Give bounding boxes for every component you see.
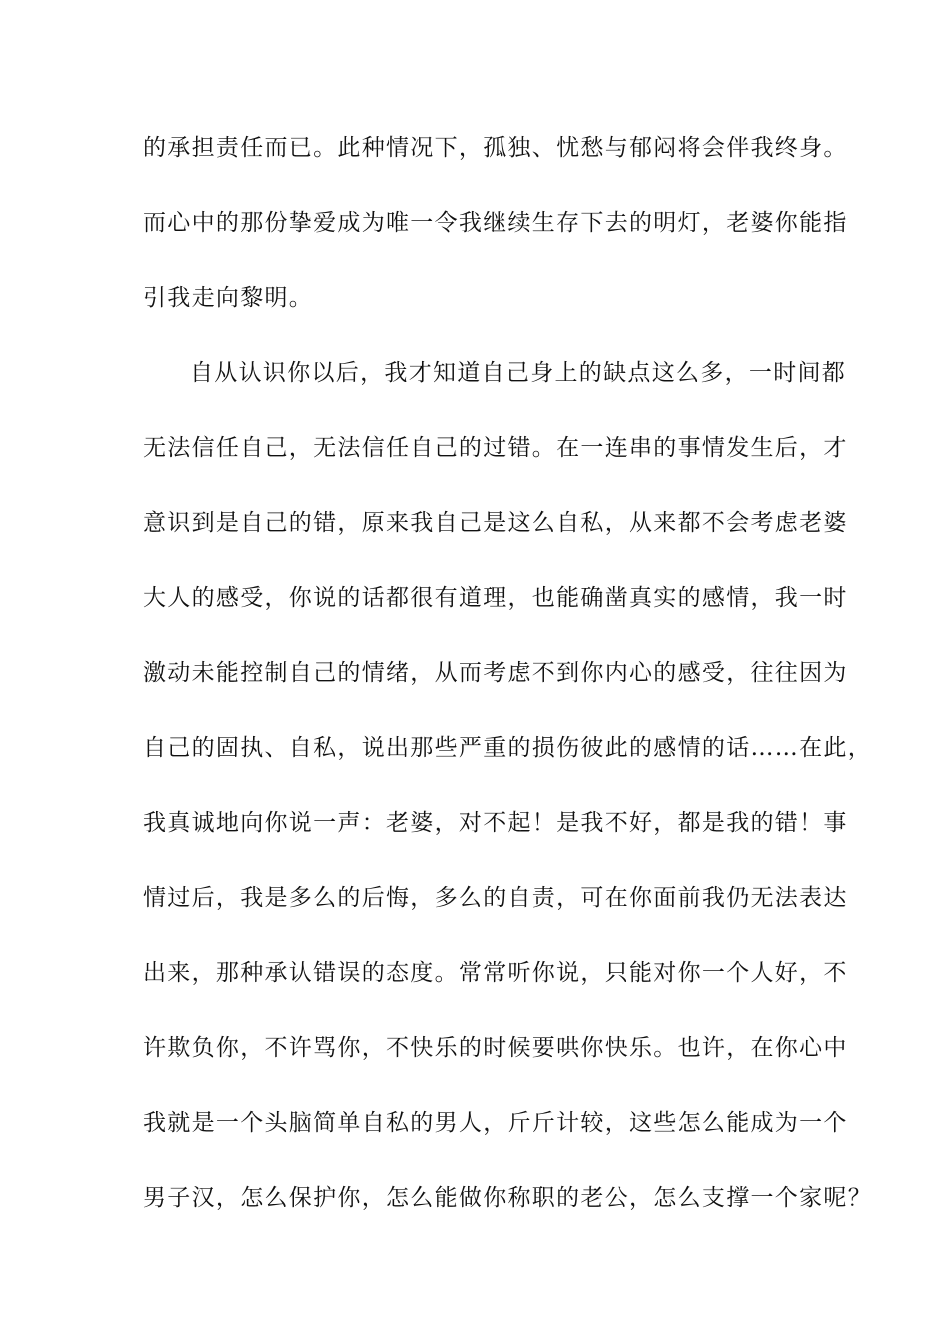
text-line: 我真诚地向你说一声：老婆，对不起！是我不好，都是我的错！事 [143, 810, 848, 836]
text-line: 男子汉，怎么保护你，怎么能做你称职的老公，怎么支撑一个家呢？ [143, 1185, 872, 1211]
text-line: 我就是一个头脑简单自私的男人，斤斤计较，这些怎么能成为一个 [143, 1110, 848, 1136]
text-line: 而心中的那份挚爱成为唯一令我继续生存下去的明灯，老婆你能指 [143, 210, 848, 236]
text-line: 意识到是自己的错，原来我自己是这么自私，从来都不会考虑老婆 [143, 510, 848, 536]
text-line: 无法信任自己，无法信任自己的过错。在一连串的事情发生后，才 [143, 435, 848, 461]
text-line: 许欺负你，不许骂你，不快乐的时候要哄你快乐。也许，在你心中 [143, 1035, 848, 1061]
text-line: 自己的固执、自私，说出那些严重的损伤彼此的感情的话……在此， [143, 735, 872, 761]
text-line: 大人的感受，你说的话都很有道理，也能确凿真实的感情，我一时 [143, 585, 848, 611]
text-line: 激动未能控制自己的情绪，从而考虑不到你内心的感受，往往因为 [143, 660, 848, 686]
paragraph-first-line: 自从认识你以后，我才知道自己身上的缺点这么多，一时间都 [190, 360, 847, 386]
text-line: 的承担责任而已。此种情况下，孤独、忧愁与郁闷将会伴我终身。 [143, 135, 848, 161]
text-line: 情过后，我是多么的后悔，多么的自责，可在你面前我仍无法表达 [143, 885, 848, 911]
text-line: 引我走向黎明。 [143, 285, 314, 311]
text-line: 出来，那种承认错误的态度。常常听你说，只能对你一个人好，不 [143, 960, 848, 986]
